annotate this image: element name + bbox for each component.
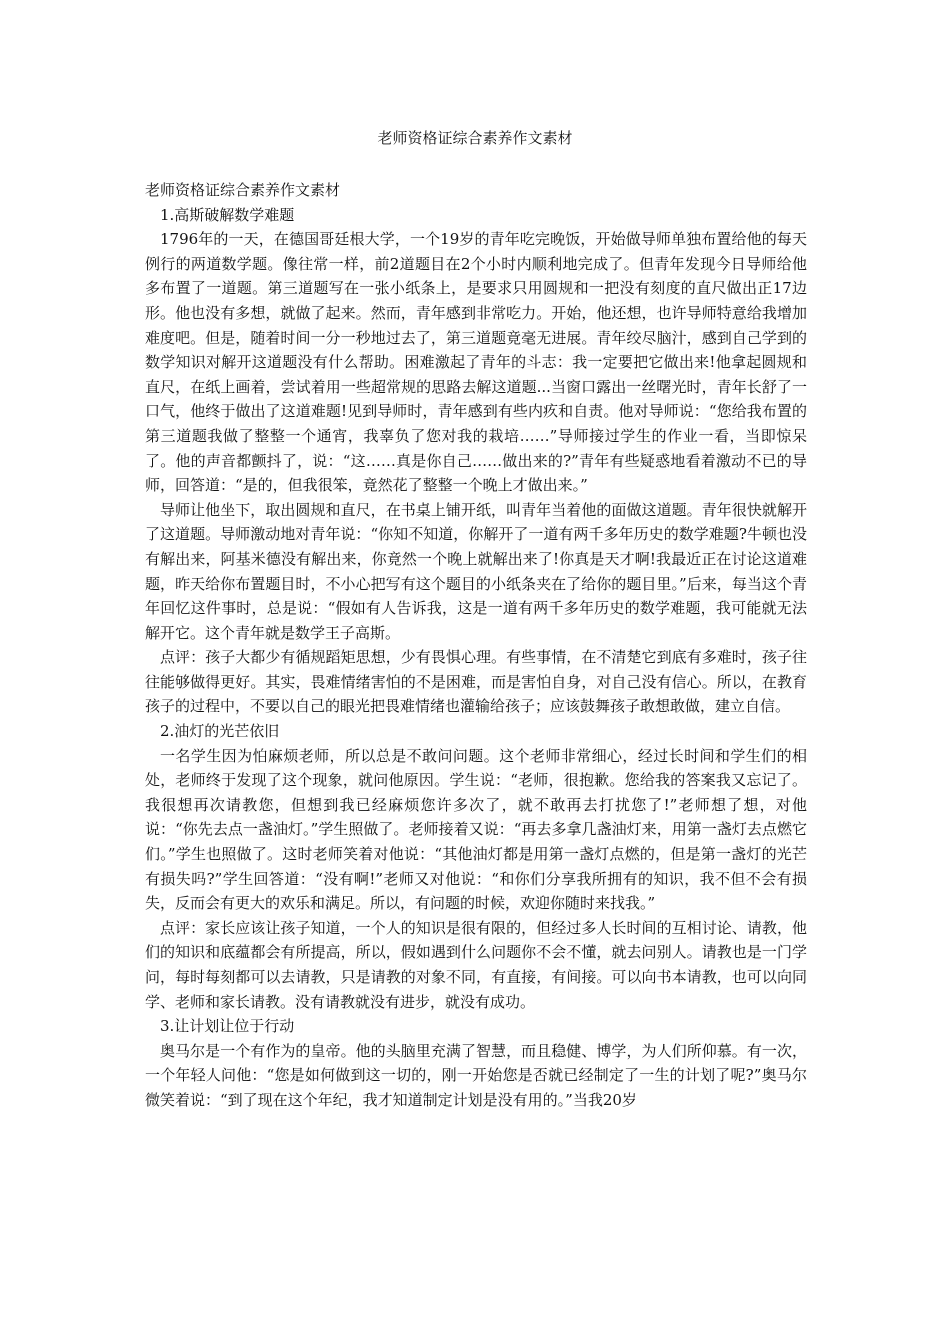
- page-title: 老师资格证综合素养作文素材: [377, 129, 573, 147]
- document-subtitle: 老师资格证综合素养作文素材: [145, 181, 341, 199]
- section-heading: 2.油灯的光芒依旧: [160, 722, 280, 741]
- paragraph: 导师让他坐下，取出圆规和直尺，在书桌上铺开纸，叫青年当着他的面做这道题。青年很快就解开了这道题。导师激动地对青年说：“你知不知道，你解开了一道有两千多年历史的数学难题?牛顿也没有解出来，阿基米德没有解出来，你竟然一个晚上就解出来了!你真是天才啊!我最近正在讨论这道难题，昨天给你布置题目时，不小心把写有这个题目的小纸条夹在了给你的题目里。”后来，每当这个青年回忆这件事时，总是说：“假如有人告诉我，这是一道有两千多年历史的数学难题，我可能就无法解开它。这个青年就是数学王子高斯。: [145, 500, 807, 642]
- paragraph: 1796年的一天，在德国哥廷根大学，一个19岁的青年吃完晚饭，开始做导师单独布置给他的每天例行的两道数学题。像往常一样，前2道题目在2个小时内顺利地完成了。但青年发现今日导师给他多布置了一道题。第三道题写在一张小纸条上，是要求只用圆规和一把没有刻度的直尺做出正17边形。他也没有多想，就做了起来。然而，青年感到非常吃力。开始，他还想，也许导师特意给我增加难度吧。但是，随着时间一分一秒地过去了，第三道题竟毫无进展。青年绞尽脑汁，感到自己学到的数学知识对解开这道题没有什么帮助。困难激起了青年的斗志：我一定要把它做出来!他拿起圆规和直尺，在纸上画着，尝试着用一些超常规的思路去解这道题...当窗口露出一丝曙光时，青年长舒了一口气，他终于做出了这道难题!见到导师时，青年感到有些内疚和自责。他对导师说：“您给我布置的第三道题我做了整整一个通宵，我辜负了您对我的栽培……”导师接过学生的作业一看，当即惊呆了。他的声音都颤抖了，说：“这……真是你自己……做出来的?”青年有些疑惑地看着激动不已的导师，回答道：“是的，但我很笨，竟然花了整整一个晚上才做出来。”: [145, 230, 807, 495]
- paragraph: 奥马尔是一个有作为的皇帝。他的头脑里充满了智慧，而且稳健、博学，为人们所仰慕。有一次，一个年轻人问他：“您是如何做到这一切的，刚一开始您是否就已经制定了一生的计划了呢?”奥马尔微笑着说：“到了现在这个年纪，我才知道制定计划是没有用的。”当我20岁: [145, 1041, 807, 1109]
- paragraph: 一名学生因为怕麻烦老师，所以总是不敢问问题。这个老师非常细心，经过长时间和学生们的相处，老师终于发现了这个现象，就问他原因。学生说：“老师，很抱歉。您给我的答案我又忘记了。我很想再次请教您，但想到我已经麻烦您许多次了，就不敢再去打扰您了!”老师想了想，对他说：“你先去点一盏油灯。”学生照做了。老师接着又说：“再去多拿几盏油灯来，用第一盏灯去点燃它们。”学生也照做了。这时老师笑着对他说：“其他油灯都是用第一盏灯点燃的，但是第一盏灯的光芒有损失吗?”学生回答道：“没有啊!”老师又对他说：“和你们分享我所拥有的知识，我不但不会有损失，反而会有更大的欢乐和满足。所以，有问题的时候，欢迎你随时来找我。”: [145, 746, 807, 913]
- commentary-paragraph: 点评：家长应该让孩子知道，一个人的知识是很有限的，但经过多人长时间的互相讨论、请教，他们的知识和底蕴都会有所提高，所以，假如遇到什么问题你不会不懂，就去问别人。请教也是一门学问，每时每刻都可以去请教，只是请教的对象不同，有直接，有间接。可以向书本请教，也可以向同学、老师和家长请教。没有请教就没有进步，就没有成功。: [145, 918, 807, 1011]
- commentary-paragraph: 点评：孩子大都少有循规蹈矩思想，少有畏惧心理。有些事情，在不清楚它到底有多难时，孩子往往能够做得更好。其实，畏难情绪害怕的不是困难，而是害怕自身，对自己没有信心。所以，在教育孩子的过程中，不要以自己的眼光把畏难情绪也灌输给孩子；应该鼓舞孩子敢想敢做，建立自信。: [145, 648, 807, 716]
- section-heading: 1.高斯破解数学难题: [160, 205, 295, 224]
- document-body: [145, 178, 807, 1113]
- section-heading: 3.让计划让位于行动: [160, 1017, 295, 1036]
